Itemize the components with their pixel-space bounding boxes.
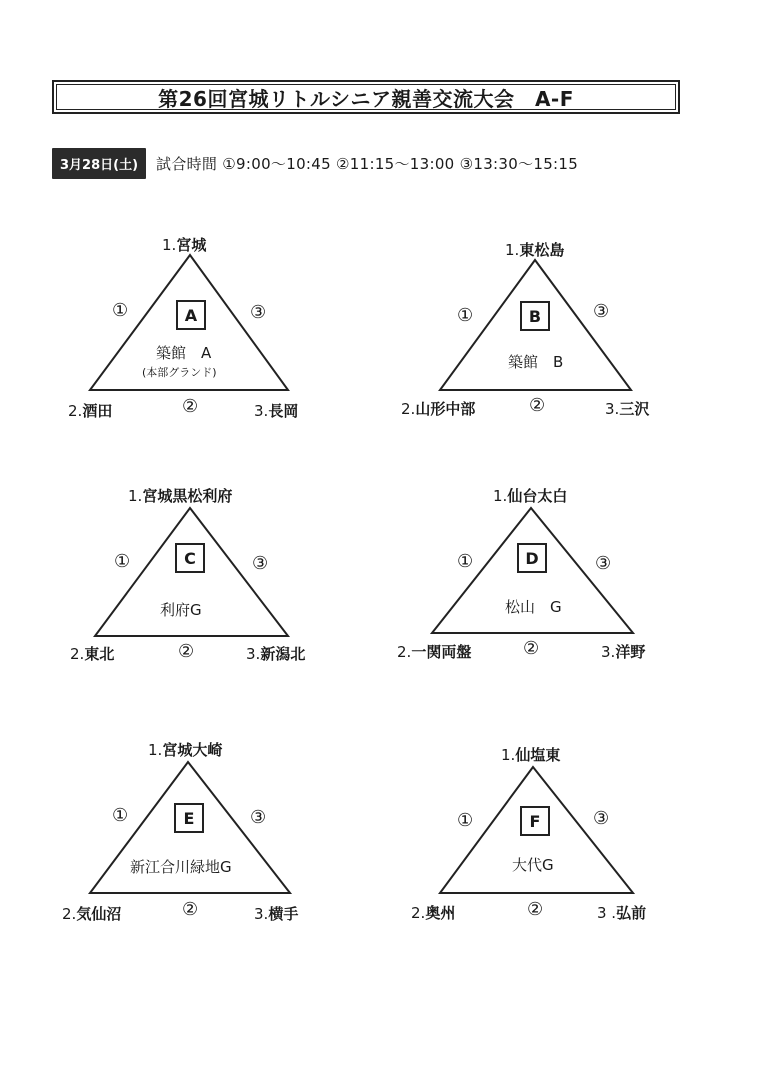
venue-d	[397, 483, 705, 683]
field-name: 築館 A	[156, 344, 212, 362]
venue-letter: E	[174, 803, 204, 833]
venue-letter: F	[520, 806, 550, 836]
date-row	[52, 148, 578, 178]
team-top: 1.仙台太白	[493, 487, 568, 505]
team-left: 2.東北	[70, 645, 115, 663]
field-name: 大代G	[512, 856, 554, 874]
match-3-label: ③	[250, 807, 267, 828]
title-box	[52, 80, 680, 114]
match-3-label: ③	[595, 553, 612, 574]
match-3-label: ③	[593, 301, 610, 322]
match-1-label: ①	[114, 551, 131, 572]
field-note: (本部グランド)	[142, 366, 217, 379]
team-top: 1.宮城	[162, 236, 207, 254]
date-badge: 3月28日(土)	[52, 148, 146, 179]
venue-f	[405, 742, 705, 942]
venue-letter: C	[175, 543, 205, 573]
match-2-label: ②	[529, 395, 546, 416]
team-left: 2.一関両盤	[397, 643, 472, 661]
venue-e	[60, 737, 360, 937]
match-1-label: ①	[457, 810, 474, 831]
field-name: 松山 G	[505, 598, 562, 616]
field-name: 新江合川緑地G	[130, 858, 232, 876]
team-top: 1.宮城黒松利府	[128, 487, 233, 505]
page-title: 第26回宮城リトルシニア親善交流大会 A-F	[158, 86, 574, 111]
match-2-label: ②	[182, 899, 199, 920]
match-3-label: ③	[250, 302, 267, 323]
match-1-label: ①	[457, 305, 474, 326]
team-left: 2.山形中部	[401, 400, 476, 418]
team-left: 2.気仙沼	[62, 905, 122, 923]
field-name: 築館 B	[508, 353, 564, 371]
match-2-label: ②	[523, 638, 540, 659]
match-1-label: ①	[112, 300, 129, 321]
match-2-label: ②	[182, 396, 199, 417]
match-1-label: ①	[457, 551, 474, 572]
team-right: 3.洋野	[601, 643, 646, 661]
team-right: 3 .弘前	[597, 904, 647, 922]
team-right: 3.長岡	[254, 402, 299, 420]
match-2-label: ②	[527, 899, 544, 920]
venue-letter: A	[176, 300, 206, 330]
match-schedule: 試合時間 ①9:00～10:45 ②11:15～13:00 ③13:30～15:15	[156, 154, 579, 173]
team-right: 3.三沢	[605, 400, 650, 418]
venue-letter: B	[520, 301, 550, 331]
venue-c	[60, 483, 360, 683]
match-2-label: ②	[178, 641, 195, 662]
team-right: 3.横手	[254, 905, 299, 923]
team-top: 1.宮城大崎	[148, 741, 223, 759]
venue-b	[401, 235, 705, 435]
match-3-label: ③	[593, 808, 610, 829]
team-left: 2.酒田	[68, 402, 113, 420]
team-top: 1.東松島	[505, 241, 565, 259]
team-right: 3.新潟北	[246, 645, 306, 663]
venue-a	[60, 230, 360, 430]
match-3-label: ③	[252, 553, 269, 574]
match-1-label: ①	[112, 805, 129, 826]
venue-letter: D	[517, 543, 547, 573]
team-top: 1.仙塩東	[501, 746, 561, 764]
field-name: 利府G	[160, 601, 202, 619]
team-left: 2.奥州	[411, 904, 456, 922]
